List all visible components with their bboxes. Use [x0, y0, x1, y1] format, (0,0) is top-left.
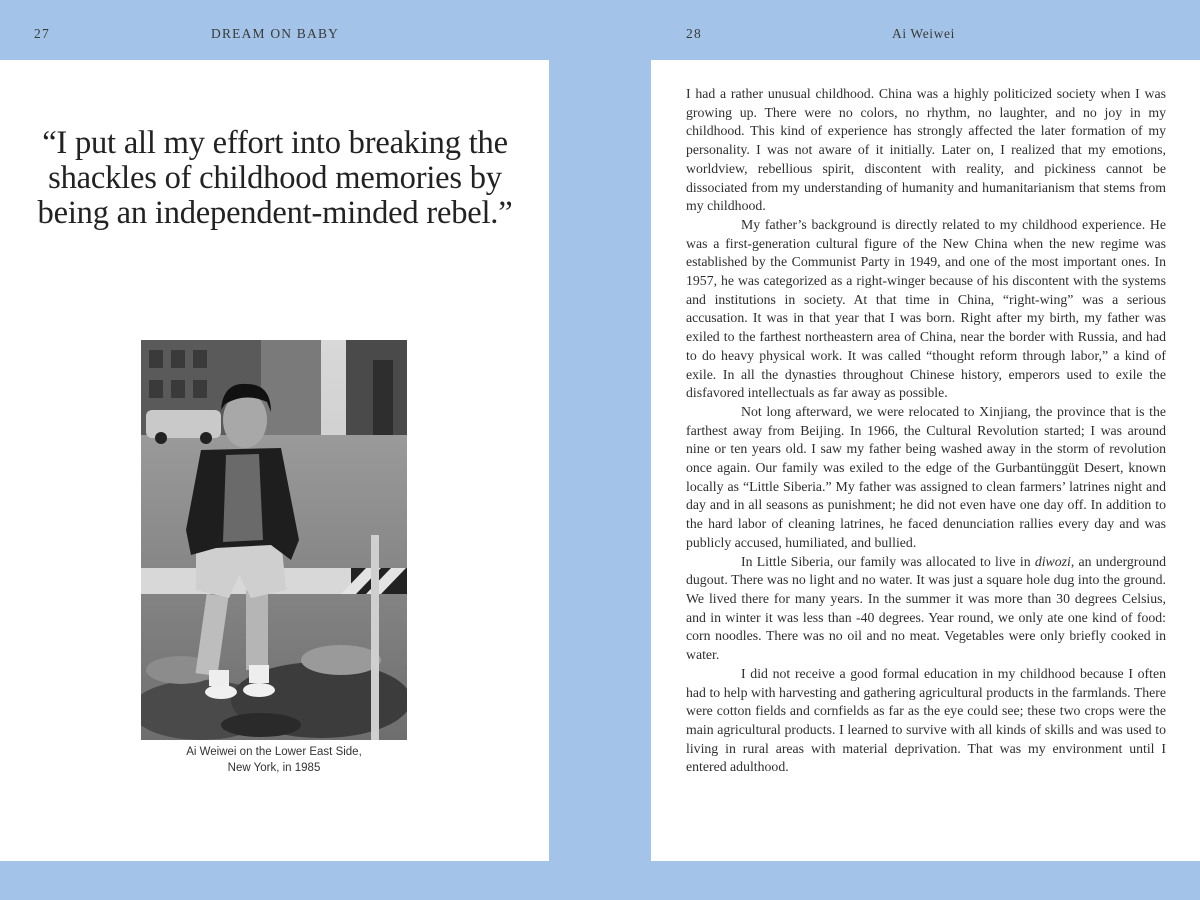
- paragraph-4: [686, 553, 1166, 665]
- paragraph-2: My father’s background is directly related to my childhood experience. He was a first-generation cultural figure of the New China when the new regime was established by the Communist Party in 1949, and one of the most important ones. In 1957, he was categorized as a right-winger because of his discontent with the systems and institutions in society. At that time in China, “right-wing” was a serious accusation. It was in that year that I was born. Right after my birth, my father was exiled to the farthest northeastern area of China, near the border with Russia, and had to do heavy physical work. It was called “thought reform through labor,” a kind of exile. In all the dynasties throughout Chinese history, emperors used to exile the disfavored intellectuals as far away as possible.: [686, 216, 1166, 401]
- right-page: [651, 60, 1200, 861]
- left-page-number: 27: [34, 26, 50, 41]
- left-running-head: DREAM ON BABY: [211, 26, 340, 41]
- photo-caption-line-1: Ai Weiwei on the Lower East Side,: [186, 746, 362, 758]
- paragraph-4-italic-term: diwozi: [1034, 553, 1071, 569]
- paragraph-4-rest: , an underground dugout. There was no light and no water. It was just a square hole dug into the ground. We lived there for many years. In the summer it was more than 30 degrees Celsius, and in winter it was less than -40 degrees. Year round, we only ate one kind of food: corn noodles. There was no oil and no meat. Vegetables were only briefly cooked in water.: [686, 553, 1166, 663]
- left-page: [0, 60, 549, 861]
- photo-caption-line-2: New York, in 1985: [227, 761, 321, 774]
- body-text: [686, 85, 1166, 777]
- right-running-head: Ai Weiwei: [892, 26, 955, 41]
- paragraph-1: I had a rather unusual childhood. China was a highly politicized society when I was growing up. There were no colors, no rhythm, no laughter, and no joy in my childhood. This kind of experience has strongly affected the later formation of my personality. I was not aware of it initially. Later on, I realized that my emotions, worldview, rebellious spirit, discontent with reality, and pickiness cannot be dissociated from my understanding of humanity and humanitarianism that stems from my childhood.: [686, 86, 1166, 214]
- paragraph-3: Not long afterward, we were relocated to Xinjiang, the province that is the farthest away from Beijing. In 1966, the Cultural Revolution started; I was around nine or ten years old. I saw my father being washed away in the storm of revolution once again. Our family was exiled to the edge of the Gurbantünggüt Desert, known locally as “Little Siberia.” My father was assigned to clean farmers’ latrines night and day and in all seasons as punishment; he did not even have one day off. In addition to the hard labor of cleaning latrines, he faced denunciation rallies every day and was publicly accused, humiliated, and bullied.: [686, 403, 1166, 550]
- paragraph-5: I did not receive a good formal education in my childhood because I often had to help with harvesting and gathering agricultural products in the farmlands. There were cotton fields and cornfields as far as the eye could see; these two crops were the main agricultural products. I learned to survive with all kinds of skills and was used to living in rural areas with material deprivation. That was my environment until I entered adulthood.: [686, 665, 1166, 775]
- pull-quote: “I put all my effort into breaking the shackles of childhood memories by being an independent-minded rebel.”: [37, 125, 513, 231]
- portrait-photo: [141, 340, 407, 740]
- photo-caption: [124, 745, 424, 776]
- paragraph-4-lead: In Little Siberia, our family was allocated to live in: [741, 553, 1031, 569]
- right-page-number: 28: [686, 26, 702, 41]
